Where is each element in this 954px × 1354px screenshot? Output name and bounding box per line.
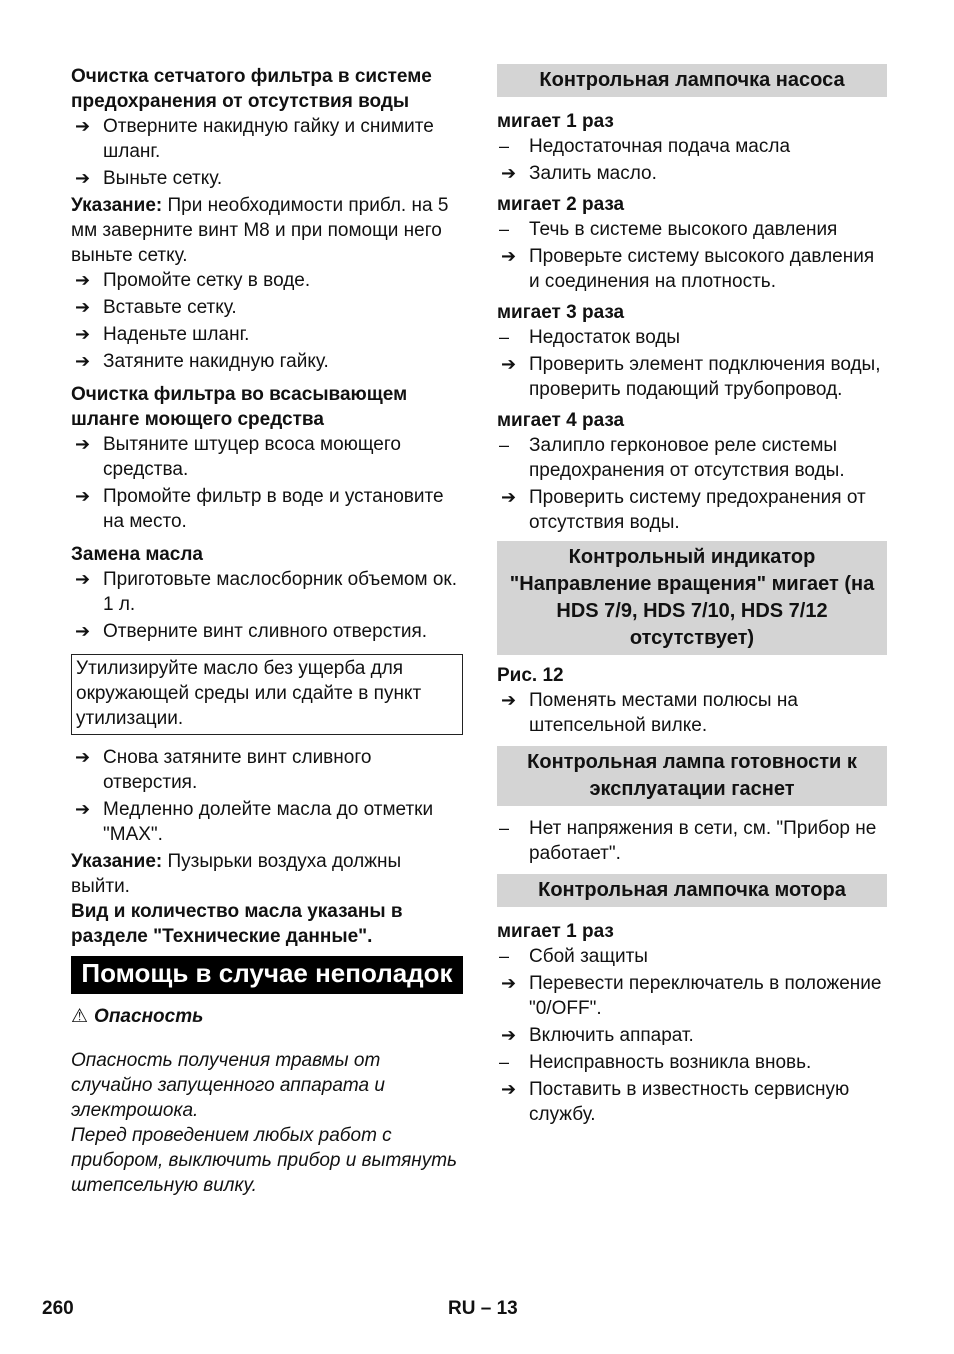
list-item: ➔ Наденьте шланг. xyxy=(75,324,250,345)
list-item: ➔ Приготовьте маслосборник объемом ок. 1 л. xyxy=(75,569,457,615)
arrow-right-icon: ➔ xyxy=(75,434,91,454)
heading-motor-lamp: Контрольная лампочка мотора xyxy=(497,874,887,907)
dash-bullet: – xyxy=(499,1052,510,1072)
list-item: ➔ Перевести переключатель в положение "0/OFF". xyxy=(501,973,882,1019)
oil-spec-note: Вид и количество масла указаны в разделе "Технические данные". xyxy=(71,901,403,947)
list-item: – Течь в системе высокого давления xyxy=(499,219,838,240)
dash-bullet: – xyxy=(499,219,510,239)
arrow-right-icon: ➔ xyxy=(501,163,517,183)
arrow-right-icon: ➔ xyxy=(75,351,91,371)
list-item: ➔ Снова затяните винт сливного отверстия. xyxy=(75,747,372,793)
warning-triangle-icon: ⚠ xyxy=(71,1006,89,1027)
right-column xyxy=(497,64,887,1129)
dash-bullet: – xyxy=(499,327,510,347)
dash-bullet: – xyxy=(499,946,510,966)
environment-note-box: Утилизируйте масло без ущерба для окружающей среды или сдайте в пункт утилизации. xyxy=(71,654,463,735)
subheading: мигает 1 раз xyxy=(497,921,614,942)
list-item: – Неисправность возникла вновь. xyxy=(499,1052,812,1073)
heading-oil-change: Замена масла xyxy=(71,544,203,565)
list-item: ➔ Выньте сетку. xyxy=(75,168,223,189)
section-title-troubleshooting: Помощь в случае неполадок xyxy=(71,956,463,994)
subheading: мигает 3 раза xyxy=(497,302,625,323)
heading-detergent-filter: Очистка фильтра во всасывающем шланге моющего средства xyxy=(71,384,408,430)
arrow-right-icon: ➔ xyxy=(75,116,91,136)
subheading: мигает 1 раз xyxy=(497,111,614,132)
arrow-right-icon: ➔ xyxy=(501,973,517,993)
danger-text: Перед проведением любых работ с прибором, выключить прибор и вытянуть штепсельную вилку. xyxy=(71,1125,458,1196)
list-item: ➔ Поставить в известность сервисную службу. xyxy=(501,1079,850,1125)
list-item: ➔ Поменять местами полюсы на штепсельной вилке. xyxy=(501,690,798,736)
list-item: – Нет напряжения в сети, см. "Прибор не работает". xyxy=(499,818,877,864)
arrow-right-icon: ➔ xyxy=(501,354,517,374)
list-item: ➔ Промойте фильтр в воде и установите на место. xyxy=(75,486,444,532)
arrow-right-icon: ➔ xyxy=(75,270,91,290)
arrow-right-icon: ➔ xyxy=(501,690,517,710)
note: Указание: Пузырьки воздуха должны выйти. xyxy=(71,851,402,897)
list-item: ➔ Залить масло. xyxy=(501,163,657,184)
heading-ready-lamp: Контрольная лампа готовности к эксплуатации гаснет xyxy=(497,746,887,806)
arrow-right-icon: ➔ xyxy=(75,569,91,589)
list-item: ➔ Отверните накидную гайку и снимите шланг. xyxy=(75,116,434,162)
list-item: – Недостаток воды xyxy=(499,327,681,348)
arrow-right-icon: ➔ xyxy=(75,486,91,506)
dash-bullet: – xyxy=(499,136,510,156)
note: Указание: При необходимости прибл. на 5 мм заверните винт M8 и при помощи него выньте сетку. xyxy=(71,195,449,266)
arrow-right-icon: ➔ xyxy=(75,297,91,317)
heading-rotation-indicator: Контрольный индикатор "Направление вращения" мигает (на HDS 7/9, HDS 7/10, HDS 7/12 отсутствует) xyxy=(497,541,887,655)
arrow-right-icon: ➔ xyxy=(75,324,91,344)
page-number: 260 xyxy=(42,1298,74,1319)
left-column xyxy=(71,64,463,1198)
figure-reference: Рис. 12 xyxy=(497,665,564,686)
arrow-right-icon: ➔ xyxy=(75,747,91,767)
arrow-right-icon: ➔ xyxy=(75,168,91,188)
arrow-right-icon: ➔ xyxy=(501,1079,517,1099)
dash-bullet: – xyxy=(499,818,510,838)
arrow-right-icon: ➔ xyxy=(501,1025,517,1045)
list-item: ➔ Проверьте систему высокого давления и соединения на плотность. xyxy=(501,246,875,292)
list-item: ➔ Промойте сетку в воде. xyxy=(75,270,311,291)
dash-bullet: – xyxy=(499,435,510,455)
list-item: – Сбой защиты xyxy=(499,946,648,967)
list-item: ➔ Вставьте сетку. xyxy=(75,297,237,318)
list-item: ➔ Включить аппарат. xyxy=(501,1025,694,1046)
list-item: ➔ Проверить систему предохранения от отсутствия воды. xyxy=(501,487,866,533)
danger-label: ⚠ Опасность xyxy=(71,1006,204,1027)
arrow-right-icon: ➔ xyxy=(501,246,517,266)
heading-mesh-filter: Очистка сетчатого фильтра в системе предохранения от отсутствия воды xyxy=(71,66,432,112)
heading-pump-lamp: Контрольная лампочка насоса xyxy=(497,64,887,97)
list-item: ➔ Затяните накидную гайку. xyxy=(75,351,329,372)
subheading: мигает 2 раза xyxy=(497,194,625,215)
arrow-right-icon: ➔ xyxy=(501,487,517,507)
list-item: – Залипло герконовое реле системы предохранения от отсутствия воды. xyxy=(499,435,845,481)
section-page-label: RU – 13 xyxy=(448,1298,518,1319)
list-item: ➔ Отверните винт сливного отверстия. xyxy=(75,621,428,642)
subheading: мигает 4 раза xyxy=(497,410,625,431)
list-item: ➔ Проверить элемент подключения воды, проверить подающий трубопровод. xyxy=(501,354,881,400)
list-item: ➔ Медленно долейте масла до отметки "MAX". xyxy=(75,799,434,845)
arrow-right-icon: ➔ xyxy=(75,799,91,819)
danger-text: Опасность получения травмы от случайно запущенного аппарата и электрошока. xyxy=(71,1050,385,1121)
list-item: – Недостаточная подача масла xyxy=(499,136,791,157)
arrow-right-icon: ➔ xyxy=(75,621,91,641)
list-item: ➔ Вытяните штуцер всоса моющего средства. xyxy=(75,434,401,480)
